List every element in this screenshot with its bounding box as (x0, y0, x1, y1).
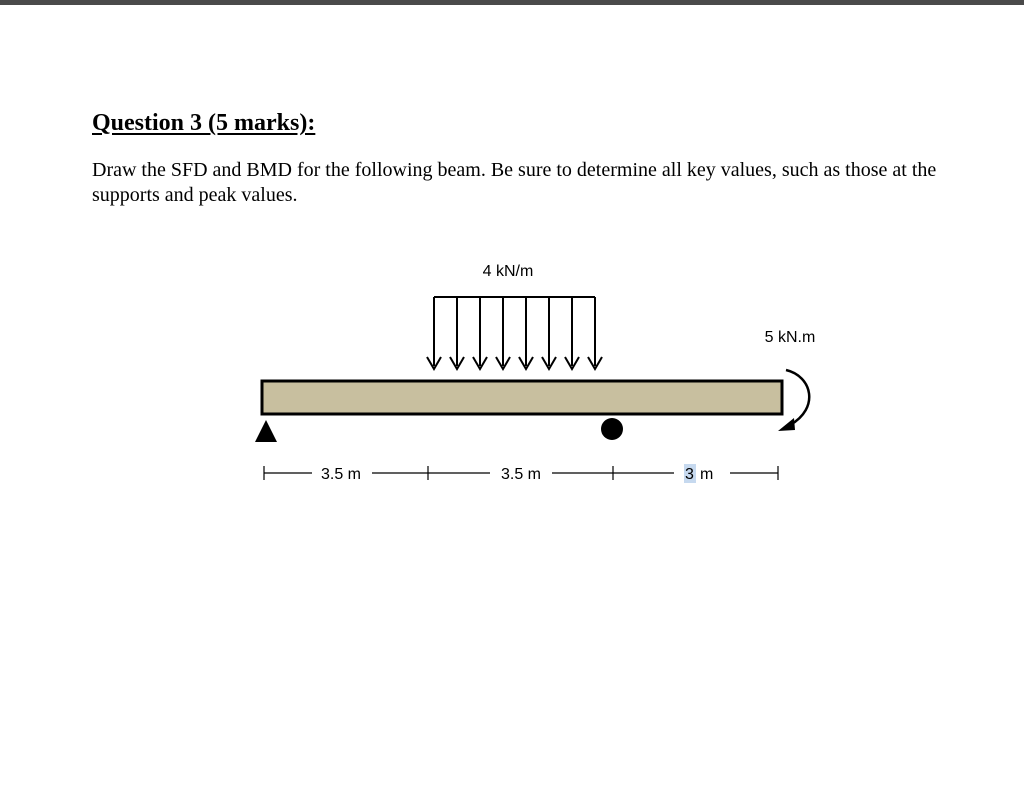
pin-support-icon (255, 420, 277, 442)
dimension-label-span-1: 3.5 m (320, 466, 362, 483)
question-title: Question 3 (5 marks): (92, 110, 316, 136)
roller-support-icon (601, 418, 623, 440)
dimension-label-span-2: 3.5 m (500, 466, 542, 483)
question-instructions: Draw the SFD and BMD for the following beam. Be sure to determine all key values, such as those at the supports and peak values. (92, 159, 937, 206)
beam (262, 381, 782, 414)
dimension-label-span-3-unit: m (700, 466, 714, 483)
distributed-load (427, 297, 602, 369)
dimension-label-span-3-number: 3 (685, 466, 694, 483)
moment-label: 5 kN.m (764, 329, 816, 346)
distributed-load-label: 4 kN/m (482, 263, 534, 280)
